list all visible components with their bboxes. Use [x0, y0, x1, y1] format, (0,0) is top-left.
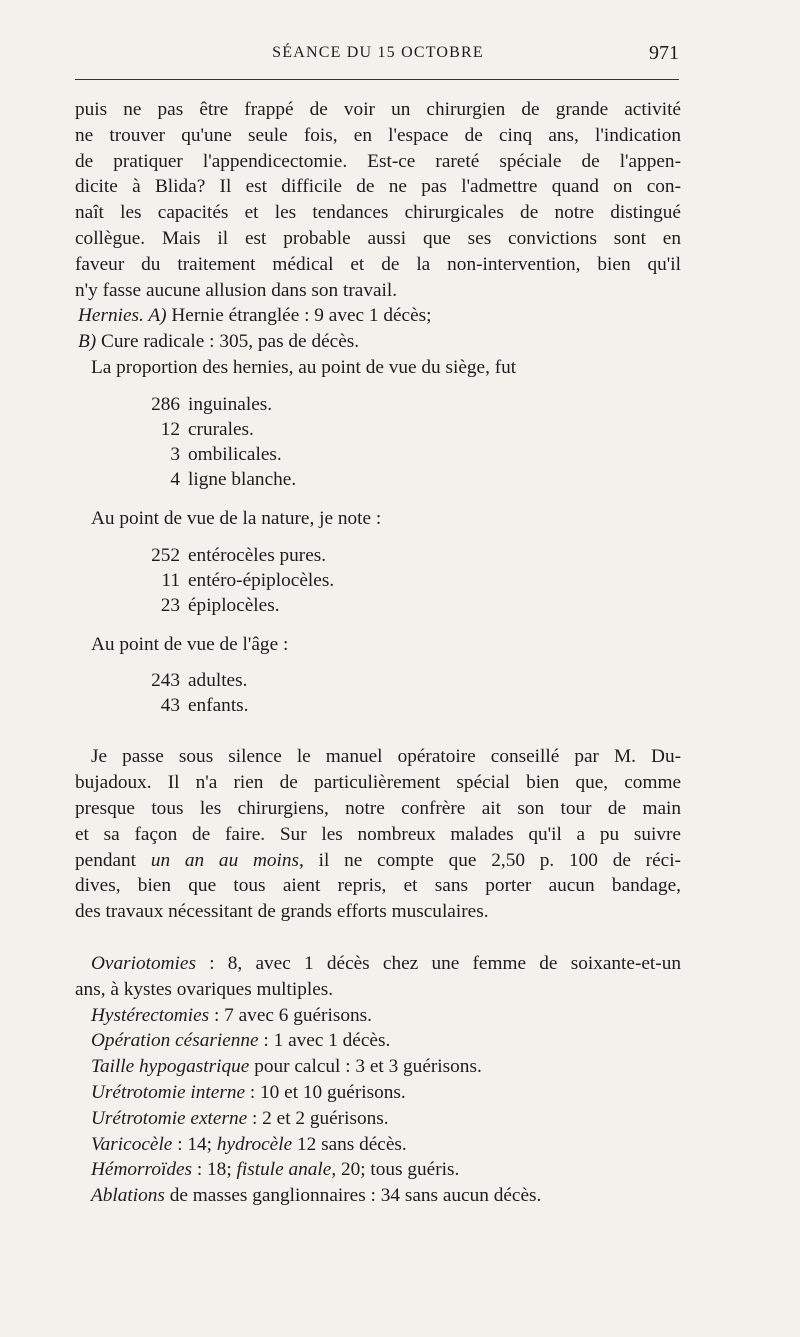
list-label: crurales. — [188, 418, 254, 440]
op-name: Hémorroïdes — [91, 1159, 193, 1181]
op-name: Urétrotomie interne — [91, 1081, 246, 1103]
op-name: Varicocèle — [91, 1133, 173, 1155]
list-item — [75, 392, 681, 417]
list-label: adultes. — [188, 670, 248, 692]
list-item — [75, 693, 681, 718]
op-name: Ablations — [91, 1185, 165, 1207]
text-line: de pratiquer l'appendicectomie. Est-ce rareté spéciale de l'appen- — [75, 150, 681, 172]
text-span: , il ne compte que 2,50 p. 100 de réci- — [299, 849, 681, 871]
text-line: et sa façon de faire. Sur les nombreux malades qu'il a pu suivre — [75, 823, 681, 845]
list-label: ombilicales. — [188, 443, 282, 465]
text-line — [75, 848, 681, 874]
op-name: fistule anale — [236, 1159, 332, 1181]
hernies-b-text: Cure radicale : 305, pas de décès. — [101, 331, 360, 353]
text-line: n'y fasse aucune allusion dans son travail. — [75, 279, 398, 301]
op-taille — [75, 1054, 681, 1080]
nature-intro: Au point de vue de la nature, je note : — [91, 507, 382, 529]
text-line: naît les capacités et les tendances chirurgicales de notre distingué — [75, 202, 681, 224]
hernies-a — [75, 303, 681, 329]
op-name: Opération césarienne — [91, 1030, 259, 1052]
hernies-a-lead: Hernies. A) — [78, 305, 167, 327]
list-count: 243 — [151, 670, 180, 692]
op-result: : 7 avec 6 guérisons. — [209, 1004, 372, 1026]
list-item — [75, 442, 681, 467]
text-line: des travaux nécessitant de grands efforts musculaires. — [75, 901, 489, 923]
text-line: Je passe sous silence le manuel opératoire conseillé par M. Du- — [91, 746, 681, 768]
op-result: de masses ganglionnaires : 34 sans aucun décès. — [164, 1185, 542, 1207]
op-result: : 1 avec 1 décès. — [258, 1030, 391, 1052]
nature-list — [75, 543, 681, 618]
text-line: puis ne pas être frappé de voir un chirurgien de grande activité — [75, 99, 681, 120]
text-line: dicite à Blida? Il est difficile de ne pas l'admettre quand on con- — [75, 176, 681, 198]
op-result: : 18; — [192, 1159, 237, 1181]
hernies-proportion: La proportion des hernies, au point de vue du siège, fut — [91, 356, 517, 378]
list-label: épiplocèles. — [188, 594, 280, 616]
list-label: entéro-épiplocèles. — [188, 569, 335, 591]
op-ablations — [75, 1183, 681, 1209]
text-line: faveur du traitement médical et de la non-intervention, bien qu'il — [75, 253, 681, 275]
op-ovariotomies-cont: ans, à kystes ovariques multiples. — [75, 978, 334, 1000]
paragraph-manuel-operatoire — [75, 744, 681, 925]
text-line: dives, bien que tous aient repris, et sans porter aucun bandage, — [75, 875, 681, 897]
text-line: bujadoux. Il n'a rien de particulièrement spécial bien que, comme — [75, 772, 681, 794]
hernies-a-text: Hernie étranglée : 9 avec 1 décès; — [171, 305, 432, 327]
op-result: 12 sans décès. — [292, 1133, 407, 1155]
op-name: Urétrotomie externe — [91, 1107, 248, 1129]
age-list — [75, 668, 681, 718]
op-name: Hystérectomies — [91, 1004, 210, 1026]
list-item — [75, 668, 681, 693]
list-count: 4 — [170, 468, 180, 490]
op-name: Ovariotomies — [91, 952, 196, 974]
op-result: : 14; — [172, 1133, 217, 1155]
operations-list — [75, 951, 681, 1209]
list-count: 252 — [151, 544, 180, 566]
list-item — [75, 593, 681, 618]
op-varicocele — [75, 1132, 681, 1158]
list-label: entérocèles pures. — [188, 544, 327, 566]
text-span: pendant — [75, 849, 151, 871]
op-hemorroides — [75, 1157, 681, 1183]
page-number: 971 — [649, 42, 679, 64]
op-name: hydrocèle — [216, 1133, 293, 1155]
list-count: 43 — [160, 695, 180, 717]
list-count: 23 — [160, 594, 180, 616]
list-item — [75, 543, 681, 568]
op-result: : 10 et 10 guérisons. — [245, 1081, 406, 1103]
text-line: ne trouver qu'une seule fois, en l'espace de cinq ans, l'indication — [75, 124, 681, 146]
emphasis: un an au moins — [150, 849, 300, 871]
list-item — [75, 467, 681, 492]
paragraph-appendicite — [75, 97, 681, 303]
header-rule — [75, 79, 679, 80]
list-count: 12 — [160, 418, 180, 440]
list-count: 286 — [151, 393, 180, 415]
op-name: Taille hypogastrique — [91, 1056, 250, 1078]
list-count: 3 — [170, 443, 180, 465]
list-label: ligne blanche. — [188, 468, 297, 490]
text-line: presque tous les chirurgiens, notre confrère ait son tour de main — [75, 797, 681, 819]
op-result: , 20; tous guéris. — [331, 1159, 460, 1181]
op-hysterectomies — [75, 1003, 681, 1029]
op-cesarienne — [75, 1028, 681, 1054]
op-result: pour calcul : 3 et 3 guérisons. — [249, 1056, 482, 1078]
hernies-b — [75, 329, 681, 355]
age-intro: Au point de vue de l'âge : — [91, 633, 289, 655]
page-header — [75, 44, 681, 72]
running-title: SÉANCE DU 15 OCTOBRE — [272, 44, 484, 61]
list-item — [75, 568, 681, 593]
op-ovariotomies — [75, 951, 681, 977]
text-line: collègue. Mais il est probable aussi que ses convictions sont en — [75, 227, 681, 249]
hernies-b-lead: B) — [78, 331, 97, 353]
siege-list — [75, 392, 681, 492]
body-text — [75, 97, 681, 1209]
op-uretrotomie-interne — [75, 1080, 681, 1106]
op-result: : 8, avec 1 décès chez une femme de soixante-et-un — [195, 952, 681, 974]
op-uretrotomie-externe — [75, 1106, 681, 1132]
list-item — [75, 417, 681, 442]
list-label: inguinales. — [188, 393, 273, 415]
op-result: : 2 et 2 guérisons. — [247, 1107, 389, 1129]
list-count: 11 — [161, 569, 180, 591]
list-label: enfants. — [188, 695, 249, 717]
